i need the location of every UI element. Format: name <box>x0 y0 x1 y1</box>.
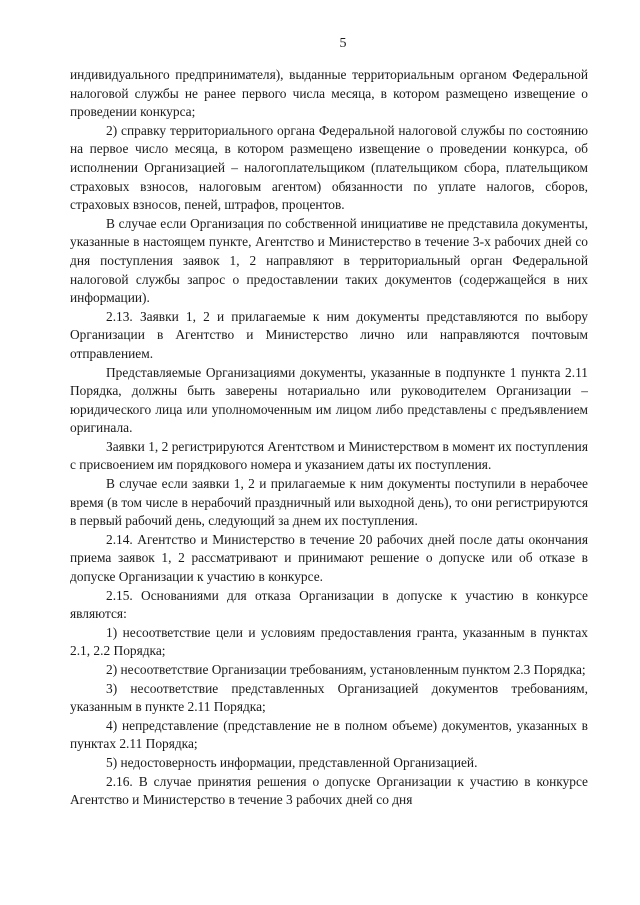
paragraph: 2) справку территориального органа Федеральной налоговой службы по состоянию на первое число месяца, в котором размещено извещение о проведении конкурса, об исполнении Организацией – налогоплательщиком (плательщиком сбора, плательщиком страховых взносов, налоговым агентом) обязанности по уплате налогов, сборов, страховых взносов, пеней, штрафов, процентов. <box>70 122 588 213</box>
paragraph: Представляемые Организациями документы, указанные в подпункте 1 пункта 2.11 Порядка, должны быть заверены нотариально или руководителем Организации – юридического лица или уполномоченным им лицом либо представлены с предъявлением оригинала. <box>70 364 588 436</box>
document-body <box>70 66 588 810</box>
paragraph: 2.13. Заявки 1, 2 и прилагаемые к ним документы представляются по выбору Организации в Агентство и Министерство лично или направляются почтовым отправлением. <box>70 308 588 361</box>
paragraph: 1) несоответствие цели и условиям предоставления гранта, указанным в пунктах 2.1, 2.2 Порядка; <box>70 624 588 659</box>
paragraph: Заявки 1, 2 регистрируются Агентством и Министерством в момент их поступления с присвоением им порядкового номера и указанием даты их поступления. <box>70 438 588 473</box>
paragraph: 4) непредставление (представление не в полном объеме) документов, указанных в пунктах 2.11 Порядка; <box>70 717 588 752</box>
paragraph: индивидуального предпринимателя), выданные территориальным органом Федеральной налоговой службы не ранее первого числа месяца, в котором размещено извещение о проведении конкурса; <box>70 67 588 120</box>
paragraph: 3) несоответствие представленных Организацией документов требованиям, указанным в пункте 2.11 Порядка; <box>70 680 588 715</box>
page-number: 5 <box>339 36 347 51</box>
paragraph: 2.15. Основаниями для отказа Организации в допуске к участию в конкурсе являются: <box>70 587 588 622</box>
paragraph: В случае если Организация по собственной инициативе не представила документы, указанные в настоящем пункте, Агентство и Министерство в течение 3-х рабочих дней со дня поступления заявок 1, 2 направляют в территориальный орган Федеральной налоговой службы запрос о предоставлении таких документов (содержащейся в них информации). <box>70 215 588 306</box>
paragraph: В случае если заявки 1, 2 и прилагаемые к ним документы поступили в нерабочее время (в том числе в нерабочий праздничный или выходной день), то они регистрируются в первый рабочий день, следующий за днем их поступления. <box>70 476 588 529</box>
paragraph: 2.14. Агентство и Министерство в течение 20 рабочих дней после даты окончания приема заявок 1, 2 рассматривают и принимают решение о допуске или об отказе в допуске Организации к участию в конкурсе. <box>70 531 588 585</box>
paragraph: 5) недостоверность информации, представленной Организацией. <box>106 754 478 770</box>
paragraph: 2) несоответствие Организации требованиям, установленным пунктом 2.3 Порядка; <box>106 662 586 677</box>
paragraph: 2.16. В случае принятия решения о допуске Организации к участию в конкурсе Агентство и Министерство в течение 3 рабочих дней со дня <box>70 773 588 808</box>
